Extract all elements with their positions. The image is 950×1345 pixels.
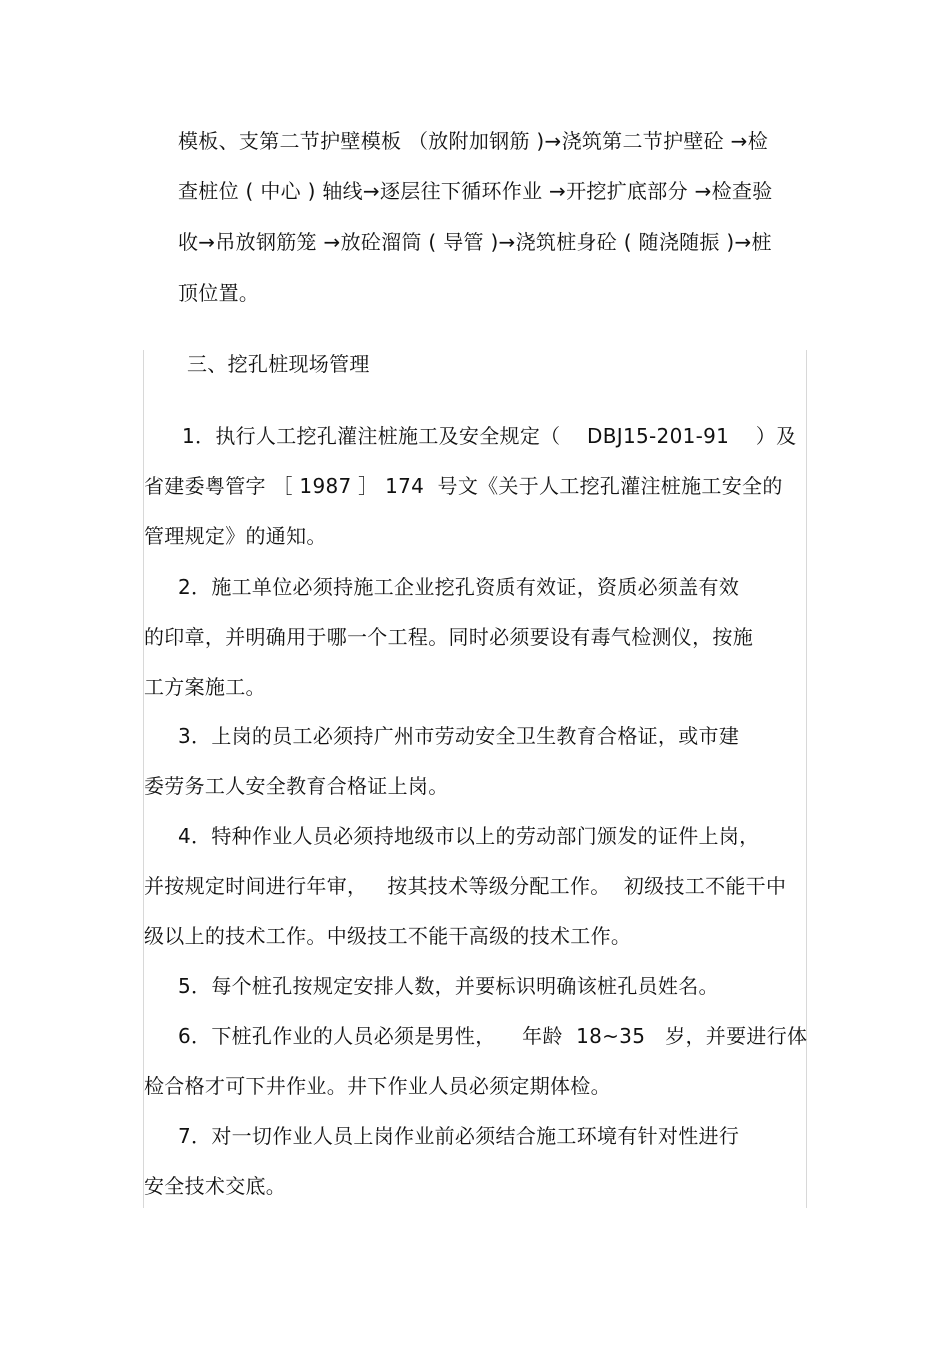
item-line: 5．每个桩孔按规定安排人数，并要标识明确该桩孔员姓名。: [178, 974, 719, 998]
item-line: 委劳务工人安全教育合格证上岗。: [144, 774, 449, 798]
item-line: 检合格才可下井作业。井下作业人员必须定期体检。: [144, 1074, 611, 1098]
frame-right-rule: [806, 350, 807, 1208]
item-line: 7．对一切作业人员上岗作业前必须结合施工环境有针对性进行: [178, 1124, 740, 1148]
item-line: 级以上的技术工作。中级技工不能干高级的技术工作。: [144, 924, 632, 948]
item-line: 工方案施工。: [144, 675, 266, 699]
intro-line: 模板、支第二节护壁模板 （放附加钢筋 )→浇筑第二节护壁砼 →检: [178, 129, 768, 153]
item-line: 1．执行人工挖孔灌注桩施工及安全规定（ DBJ15-201-91 ）及: [182, 424, 797, 448]
intro-line: 收→吊放钢筋笼 →放砼溜筒 ( 导管 )→浇筑桩身砼 ( 随浇随振 )→桩: [178, 230, 772, 254]
section-heading: 三、挖孔桩现场管理: [187, 352, 370, 376]
item-line: 4．特种作业人员必须持地级市以上的劳动部门颁发的证件上岗，: [178, 824, 760, 848]
intro-line: 顶位置。: [178, 281, 260, 305]
intro-line: 查桩位 ( 中心 ) 轴线→逐层往下循环作业 →开挖扩底部分 →检查验: [178, 179, 773, 203]
item-line: 管理规定》的通知。: [144, 524, 327, 548]
item-line: 6．下桩孔作业的人员必须是男性， 年龄 18~35 岁，并要进行体: [178, 1024, 808, 1048]
item-line: 2．施工单位必须持施工企业挖孔资质有效证，资质必须盖有效: [178, 575, 740, 599]
item-line: 省建委粤管字 ［ 1987 ］ 174 号文《关于人工挖孔灌注桩施工安全的: [144, 474, 783, 498]
item-line: 安全技术交底。: [144, 1174, 287, 1198]
item-line: 并按规定时间进行年审， 按其技术等级分配工作。 初级技工不能干中: [144, 874, 787, 898]
item-line: 的印章，并明确用于哪一个工程。同时必须要设有毒气检测仪，按施: [144, 625, 753, 649]
item-line: 3．上岗的员工必须持广州市劳动安全卫生教育合格证，或市建: [178, 724, 740, 748]
